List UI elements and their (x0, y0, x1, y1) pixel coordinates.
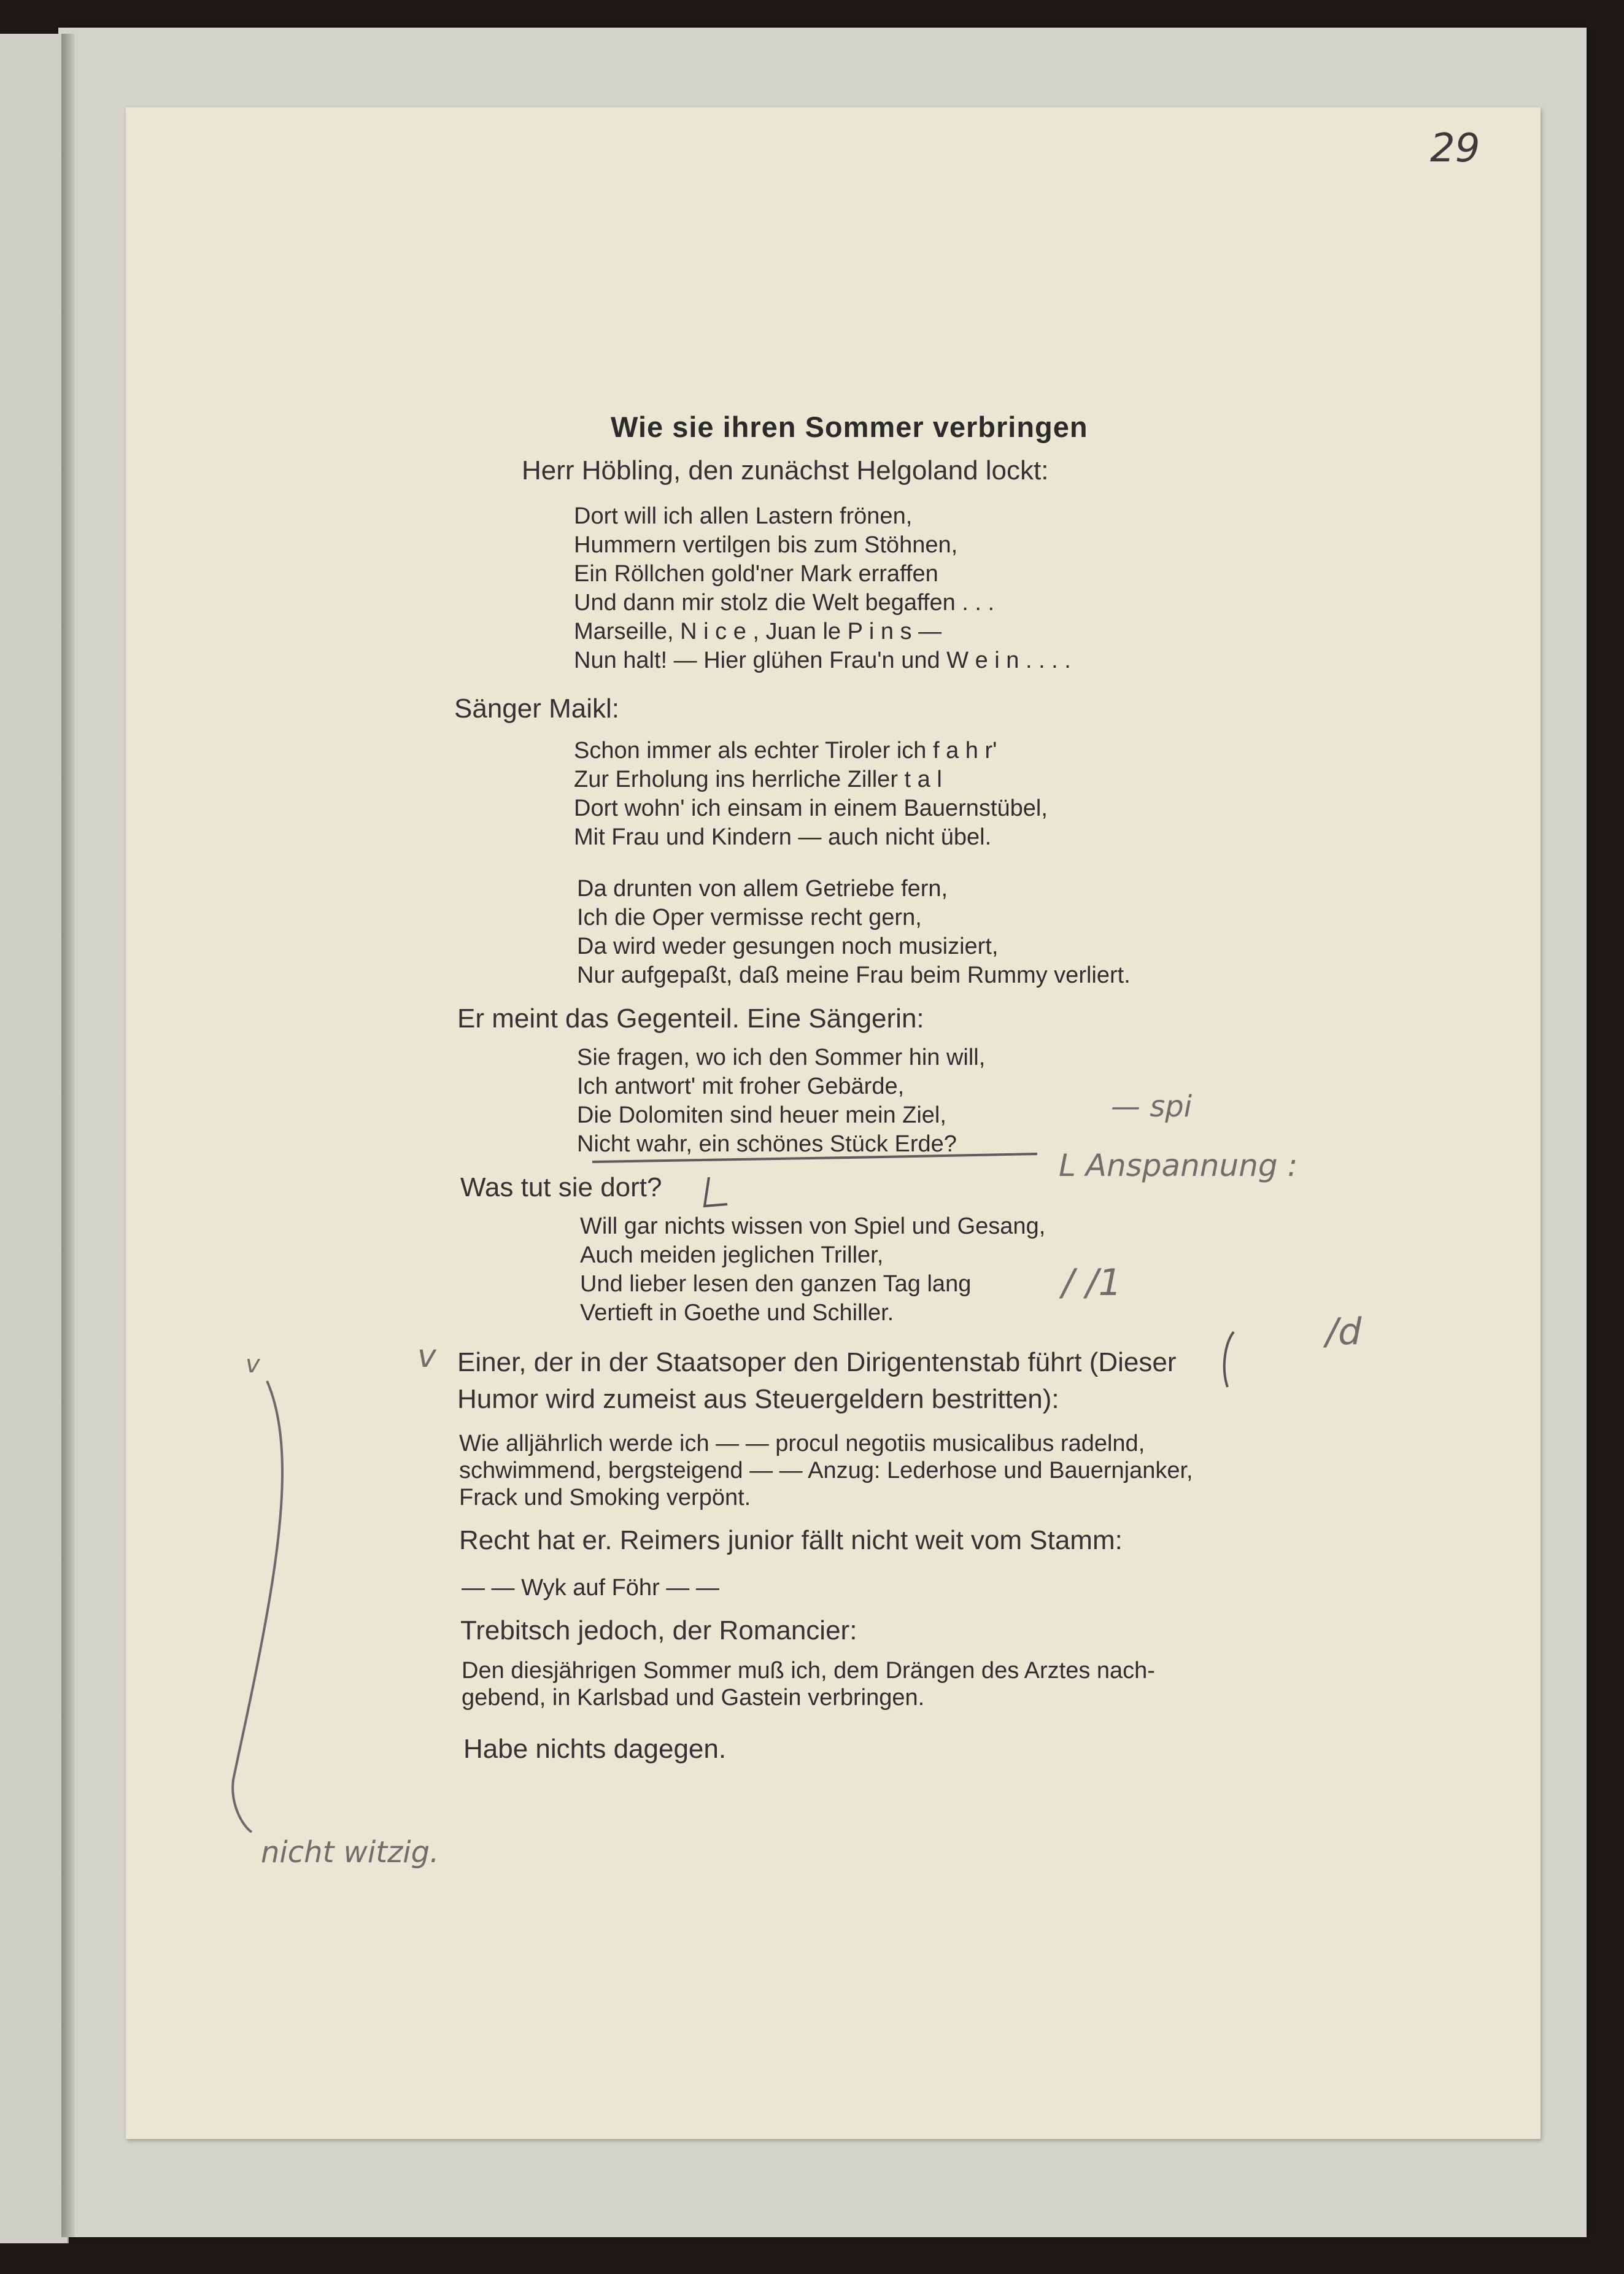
verse-line: Auch meiden jeglichen Triller, (580, 1242, 884, 1268)
verse-line: Hummern vertilgen bis zum Stöhnen, (574, 532, 958, 558)
pencil-margin-note: nicht witzig. (261, 1835, 439, 1870)
verse-line: Nun halt! — Hier glühen Frau'n und W e i n . . . . (574, 648, 1071, 673)
pencil-check-left: v (246, 1350, 260, 1379)
verse-line: Dort wohn' ich einsam in einem Bauernstübel, (574, 795, 1048, 821)
pencil-paren (1224, 1332, 1234, 1387)
verse-line: Ich die Oper vermisse recht gern, (577, 905, 922, 930)
verse-line: Ein Röllchen gold'ner Mark erraffen (574, 561, 938, 587)
verse-line: Dort will ich allen Lastern frönen, (574, 503, 913, 529)
pencil-note-strokes: / /1 (1062, 1261, 1122, 1304)
prose-line: schwimmend, bergsteigend — — Anzug: Lederhose und Bauernjanker, (459, 1458, 1193, 1483)
speaker-reimers: Recht hat er. Reimers junior fällt nicht weit vom Stamm: (459, 1525, 1123, 1555)
speaker-was-tut-sie: Was tut sie dort? (460, 1172, 662, 1202)
prose-line: Den diesjährigen Sommer muß ich, dem Drängen des Arztes nach- (462, 1658, 1155, 1684)
speaker-saengerin: Er meint das Gegenteil. Eine Sängerin: (457, 1004, 924, 1034)
prose-line: Frack und Smoking verpönt. (459, 1485, 751, 1510)
verse-line: Ich antwort' mit froher Gebärde, (577, 1073, 905, 1099)
verse-line: Nur aufgepaßt, daß meine Frau beim Rummy verliert. (577, 962, 1131, 988)
pencil-bracket (705, 1177, 727, 1206)
verse-line: Die Dolomiten sind heuer mein Ziel, (577, 1102, 946, 1128)
verse-line: Schon immer als echter Tiroler ich f a h r' (574, 738, 997, 764)
verse-line: Da drunten von allem Getriebe fern, (577, 876, 948, 902)
pencil-check-right: v (417, 1338, 436, 1375)
speaker-conductor-1: Einer, der in der Staatsoper den Dirigentenstab führt (Dieser (457, 1347, 1177, 1377)
pencil-note-bracket: L Anspannung : (1059, 1148, 1298, 1183)
prose-line: Wie alljährlich werde ich — — procul negotiis musicalibus radelnd, (459, 1431, 1145, 1456)
pencil-underline (592, 1154, 1037, 1162)
pencil-note-d: /d (1326, 1310, 1362, 1353)
speaker-conductor-2: Humor wird zumeist aus Steuergeldern bestritten): (457, 1384, 1059, 1414)
pencil-note-dash: — spi (1111, 1089, 1193, 1124)
speaker-hoebling: Herr Höbling, den zunächst Helgoland lockt: (522, 455, 1049, 485)
verse-line: Und lieber lesen den ganzen Tag lang (580, 1271, 972, 1297)
verse-line: Zur Erholung ins herrliche Ziller t a l (574, 767, 942, 792)
speaker-maikl: Sänger Maikl: (454, 694, 620, 724)
verse-line: Da wird weder gesungen noch musiziert, (577, 934, 999, 959)
verse-line: Mit Frau und Kindern — auch nicht übel. (574, 824, 992, 850)
prose-reimers: — — Wyk auf Föhr — — (462, 1575, 719, 1601)
verse-line: Sie fragen, wo ich den Sommer hin will, (577, 1045, 986, 1070)
verse-line: Und dann mir stolz die Welt begaffen . . . (574, 590, 995, 616)
closing-line: Habe nichts dagegen. (463, 1734, 727, 1764)
verse-line: Vertieft in Goethe und Schiller. (580, 1300, 894, 1326)
page-number: 29 (1430, 126, 1480, 171)
pencil-margin-curve (233, 1381, 282, 1832)
prose-line: gebend, in Karlsbad und Gastein verbringen. (462, 1685, 925, 1711)
verse-line: Marseille, N i c e , Juan le P i n s — (574, 619, 942, 644)
verse-line: Nicht wahr, ein schönes Stück Erde? (577, 1131, 957, 1157)
document-title: Wie sie ihren Sommer verbringen (611, 411, 1088, 443)
verse-line: Will gar nichts wissen von Spiel und Gesang, (580, 1213, 1046, 1239)
speaker-trebitsch: Trebitsch jedoch, der Romancier: (460, 1615, 857, 1646)
